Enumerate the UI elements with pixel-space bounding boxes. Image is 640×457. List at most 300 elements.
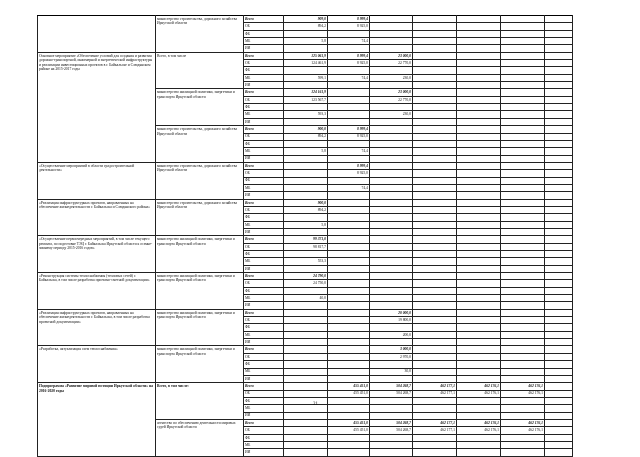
measure-description-cell: «Реконструкция системы теплоснабжения (тепловых сетей) г. Байкальска, в том числе разработка проектно-сметной документации» (38, 273, 156, 310)
executor-cell: министерство строительства, дорожного хозяйства Иркутской области (156, 162, 244, 199)
amount-cell (545, 30, 573, 37)
amount-cell (545, 221, 573, 228)
amount-cell (545, 243, 573, 250)
amount-cell (501, 111, 545, 118)
funding-source-cell: МБ (244, 38, 284, 45)
amount-cell (457, 45, 501, 52)
executor-cell: министерство жилищной политики, энергетики и транспорта Иркутской области (156, 346, 244, 383)
amount-cell (370, 170, 413, 177)
amount-cell (328, 280, 370, 287)
amount-cell (457, 221, 501, 228)
amount-cell (545, 155, 573, 162)
amount-cell (328, 45, 370, 52)
amount-cell: 22 770,0 (370, 96, 413, 103)
funding-source-cell: ОБ (244, 170, 284, 177)
amount-cell: 455 451,0 (328, 419, 370, 426)
amount-cell (284, 346, 328, 353)
executor-cell: министерство строительства, дорожного хозяйства Иркутской области (156, 199, 244, 236)
amount-cell (457, 412, 501, 419)
amount-cell (545, 192, 573, 199)
funding-source-cell: ОБ (244, 206, 284, 213)
amount-cell (370, 82, 413, 89)
amount-cell (413, 353, 457, 360)
measure-description-cell: «Осуществление первоочередных мероприятий, в том числе текущего ремонта, по подготовке ТЭЦ г. Байкальска Иркутской области к осенне-зимнему периоду 2015-2016 годов» (38, 236, 156, 273)
amount-cell (413, 38, 457, 45)
funding-source-cell: Всего (244, 419, 284, 426)
amount-cell (370, 397, 413, 404)
amount-cell (501, 184, 545, 191)
amount-cell (457, 199, 501, 206)
amount-cell (501, 346, 545, 353)
table-row (38, 273, 573, 280)
amount-cell (370, 23, 413, 30)
funding-source-cell: Всего (244, 89, 284, 96)
amount-cell (370, 273, 413, 280)
funding-source-cell: ОБ (244, 60, 284, 67)
amount-cell (545, 419, 573, 426)
amount-cell (413, 331, 457, 338)
amount-cell: 20 000,0 (370, 309, 413, 316)
amount-cell (501, 148, 545, 155)
amount-cell (370, 162, 413, 169)
amount-cell (370, 140, 413, 147)
amount-cell (545, 23, 573, 30)
amount-cell (370, 412, 413, 419)
amount-cell: 99 371,0 (284, 236, 328, 243)
funding-source-cell: ФБ (244, 361, 284, 368)
amount-cell (284, 30, 328, 37)
amount-cell (501, 405, 545, 412)
amount-cell (545, 302, 573, 309)
amount-cell (457, 324, 501, 331)
funding-source-cell: ОБ (244, 23, 284, 30)
amount-cell (370, 214, 413, 221)
amount-cell: 124 161,9 (284, 89, 328, 96)
funding-source-cell: ИИ (244, 118, 284, 125)
amount-cell: 74,4 (328, 74, 370, 81)
amount-cell: 462 177,1 (413, 390, 457, 397)
amount-cell (501, 214, 545, 221)
amount-cell (457, 434, 501, 441)
amount-cell (457, 346, 501, 353)
amount-cell (545, 60, 573, 67)
amount-cell (413, 184, 457, 191)
amount-cell (413, 251, 457, 258)
amount-cell (413, 339, 457, 346)
amount-cell (501, 30, 545, 37)
amount-cell (501, 441, 545, 448)
amount-cell (284, 82, 328, 89)
amount-cell (328, 214, 370, 221)
amount-cell (413, 74, 457, 81)
amount-cell (501, 104, 545, 111)
amount-cell (501, 74, 545, 81)
amount-cell (284, 265, 328, 272)
amount-cell (413, 52, 457, 59)
amount-cell: 504 268,7 (370, 427, 413, 434)
amount-cell (413, 302, 457, 309)
amount-cell (284, 361, 328, 368)
amount-cell (501, 52, 545, 59)
amount-cell: 40,0 (284, 295, 328, 302)
amount-cell (545, 170, 573, 177)
amount-cell: 593,3 (284, 111, 328, 118)
funding-source-cell: ФБ (244, 251, 284, 258)
funding-source-cell: ОБ (244, 280, 284, 287)
amount-cell (457, 177, 501, 184)
amount-cell (457, 111, 501, 118)
amount-cell (328, 155, 370, 162)
amount-cell: 74,4 (328, 38, 370, 45)
amount-cell: 553,3 (284, 258, 328, 265)
amount-cell: 462 176,1 (501, 383, 545, 390)
amount-cell (545, 434, 573, 441)
measure-description-cell: Подпрограмма «Развитие мировой юстиции Иркутской области» на 2016-2020 годы (38, 383, 156, 456)
measure-description-cell: «Реализация инфраструктурных проектов, направленных на обеспечение жизнедеятельности г. Байкальска, в том числе разработка проектной документации» (38, 309, 156, 346)
amount-cell (501, 228, 545, 235)
measure-description-cell (38, 16, 156, 53)
amount-cell (457, 228, 501, 235)
amount-cell (501, 199, 545, 206)
amount-cell (545, 67, 573, 74)
funding-source-cell: МБ (244, 368, 284, 375)
amount-cell (413, 60, 457, 67)
amount-cell (284, 339, 328, 346)
funding-source-cell: ИИ (244, 82, 284, 89)
amount-cell (413, 346, 457, 353)
amount-cell (284, 228, 328, 235)
amount-cell (284, 155, 328, 162)
amount-cell (370, 375, 413, 382)
amount-cell (545, 397, 573, 404)
amount-cell (328, 361, 370, 368)
amount-cell (413, 236, 457, 243)
amount-cell (328, 118, 370, 125)
amount-cell (501, 412, 545, 419)
amount-cell (501, 243, 545, 250)
amount-cell (545, 126, 573, 133)
amount-cell (545, 184, 573, 191)
amount-cell (457, 60, 501, 67)
amount-cell (413, 309, 457, 316)
amount-cell (284, 368, 328, 375)
amount-cell (284, 331, 328, 338)
funding-source-cell: ИИ (244, 155, 284, 162)
amount-cell (413, 317, 457, 324)
amount-cell (501, 126, 545, 133)
amount-cell (328, 375, 370, 382)
amount-cell (545, 82, 573, 89)
amount-cell (413, 16, 457, 23)
amount-cell (370, 221, 413, 228)
amount-cell (545, 449, 573, 456)
amount-cell: 462 177,1 (413, 427, 457, 434)
funding-source-cell: ОБ (244, 243, 284, 250)
executor-cell: министерство жилищной политики, энергетики и транспорта Иркутской области (156, 309, 244, 346)
amount-cell (545, 405, 573, 412)
amount-cell (545, 324, 573, 331)
funding-source-cell: ФБ (244, 104, 284, 111)
measure-description-cell: «Осуществление мероприятий в области градостроительной деятельности» (38, 162, 156, 199)
funding-source-cell: МБ (244, 331, 284, 338)
amount-cell: 504 268,7 (370, 383, 413, 390)
amount-cell (284, 251, 328, 258)
amount-cell (370, 177, 413, 184)
amount-cell: 8 925,0 (328, 170, 370, 177)
funding-source-cell: Всего (244, 162, 284, 169)
amount-cell (284, 140, 328, 147)
amount-cell (457, 287, 501, 294)
amount-cell (413, 361, 457, 368)
amount-cell (545, 133, 573, 140)
amount-cell (545, 118, 573, 125)
amount-cell (413, 199, 457, 206)
amount-cell: 462 176,1 (457, 427, 501, 434)
amount-cell (545, 206, 573, 213)
amount-cell (545, 280, 573, 287)
amount-cell (413, 397, 457, 404)
amount-cell (457, 375, 501, 382)
amount-cell (370, 133, 413, 140)
amount-cell (457, 265, 501, 272)
amount-cell: 5,8 (284, 148, 328, 155)
amount-cell (545, 228, 573, 235)
funding-source-cell: Всего (244, 16, 284, 23)
amount-cell (328, 89, 370, 96)
amount-cell (284, 162, 328, 169)
amount-cell (545, 236, 573, 243)
funding-source-cell: ИИ (244, 192, 284, 199)
amount-cell (284, 67, 328, 74)
amount-cell (501, 295, 545, 302)
amount-cell (328, 273, 370, 280)
amount-cell (413, 89, 457, 96)
funding-source-cell: ОБ (244, 133, 284, 140)
amount-cell: 462 176,1 (457, 419, 501, 426)
amount-cell (413, 67, 457, 74)
amount-cell (457, 126, 501, 133)
amount-cell (328, 199, 370, 206)
amount-cell (501, 96, 545, 103)
amount-cell (413, 96, 457, 103)
amount-cell (501, 221, 545, 228)
amount-cell: 900,0 (284, 126, 328, 133)
funding-source-cell: ФБ (244, 67, 284, 74)
amount-cell (545, 140, 573, 147)
amount-cell (328, 441, 370, 448)
funding-source-cell: ИИ (244, 228, 284, 235)
amount-cell (413, 111, 457, 118)
amount-cell (370, 38, 413, 45)
amount-cell (457, 140, 501, 147)
amount-cell: 462 177,1 (413, 419, 457, 426)
amount-cell (328, 368, 370, 375)
funding-source-cell: ФБ (244, 324, 284, 331)
amount-cell (413, 412, 457, 419)
amount-cell: 8 925,0 (328, 23, 370, 30)
amount-cell (370, 243, 413, 250)
amount-cell (545, 251, 573, 258)
amount-cell (457, 82, 501, 89)
executor-cell: министерство строительства, дорожного хозяйства Иркутской области (156, 16, 244, 53)
amount-cell (545, 317, 573, 324)
amount-cell (413, 214, 457, 221)
amount-cell (501, 449, 545, 456)
amount-cell (501, 38, 545, 45)
amount-cell (370, 30, 413, 37)
amount-cell (328, 412, 370, 419)
funding-source-cell: ФБ (244, 140, 284, 147)
amount-cell (370, 302, 413, 309)
amount-cell (413, 162, 457, 169)
amount-cell (457, 118, 501, 125)
amount-cell (457, 23, 501, 30)
amount-cell (328, 177, 370, 184)
amount-cell (370, 155, 413, 162)
measure-description-cell: «Разработка, актуализация схем теплоснабжения» (38, 346, 156, 383)
amount-cell (328, 258, 370, 265)
amount-cell (328, 397, 370, 404)
amount-cell (545, 177, 573, 184)
amount-cell (413, 441, 457, 448)
funding-source-cell: Всего (244, 126, 284, 133)
amount-cell (413, 30, 457, 37)
funding-source-cell: МБ (244, 405, 284, 412)
amount-cell (545, 38, 573, 45)
amount-cell: 504 268,7 (370, 419, 413, 426)
amount-cell: 455 451,0 (328, 383, 370, 390)
amount-cell: 2 970,0 (370, 353, 413, 360)
amount-cell: 74,4 (328, 184, 370, 191)
funding-source-cell: ОБ (244, 427, 284, 434)
amount-cell (457, 184, 501, 191)
amount-cell (501, 331, 545, 338)
amount-cell (413, 258, 457, 265)
funding-source-cell: МБ (244, 258, 284, 265)
amount-cell (545, 390, 573, 397)
funding-source-cell: МБ (244, 295, 284, 302)
measure-description-cell: Основное мероприятие «Обеспечение условий для создания и развития дорожно-транспортной, инженерной и энергетической инфраструктуры и реализации инвестиционных проектов в г. Байкальске и Слюдянском районе на 2015-2017 годы (38, 52, 156, 162)
amount-cell (501, 353, 545, 360)
executor-cell: министерство жилищной политики, энергетики и транспорта Иркутской области (156, 89, 244, 126)
amount-cell (370, 118, 413, 125)
amount-cell (501, 397, 545, 404)
amount-cell (328, 449, 370, 456)
funding-source-cell: Всего (244, 236, 284, 243)
amount-cell (284, 449, 328, 456)
amount-cell (328, 111, 370, 118)
amount-cell (370, 324, 413, 331)
funding-source-cell: МБ (244, 221, 284, 228)
amount-cell: 125 061,9 (284, 52, 328, 59)
table-row (38, 309, 573, 316)
amount-cell (501, 89, 545, 96)
amount-cell (328, 243, 370, 250)
amount-cell (457, 96, 501, 103)
amount-cell (501, 23, 545, 30)
amount-cell: 599,1 (284, 74, 328, 81)
amount-cell (545, 74, 573, 81)
amount-cell (457, 214, 501, 221)
amount-cell (457, 251, 501, 258)
amount-cell (413, 148, 457, 155)
amount-cell (545, 16, 573, 23)
amount-cell (328, 309, 370, 316)
amount-cell (545, 89, 573, 96)
amount-cell (545, 339, 573, 346)
executor-cell: министерство строительства, дорожного хозяйства Иркутской области (156, 126, 244, 163)
amount-cell: 30,0 (370, 368, 413, 375)
amount-cell (545, 265, 573, 272)
amount-cell (545, 383, 573, 390)
amount-cell (501, 67, 545, 74)
amount-cell (501, 155, 545, 162)
amount-cell (413, 287, 457, 294)
amount-cell (284, 170, 328, 177)
amount-cell (413, 273, 457, 280)
budget-table (37, 15, 573, 457)
amount-cell (501, 236, 545, 243)
amount-cell (328, 251, 370, 258)
amount-cell (370, 192, 413, 199)
amount-cell (501, 317, 545, 324)
amount-cell (457, 74, 501, 81)
amount-cell (284, 287, 328, 294)
amount-cell (328, 236, 370, 243)
amount-cell (328, 287, 370, 294)
amount-cell (284, 412, 328, 419)
amount-cell (284, 383, 328, 390)
table-row (38, 52, 573, 59)
amount-cell (457, 104, 501, 111)
amount-cell (457, 155, 501, 162)
amount-cell (413, 434, 457, 441)
amount-cell (328, 302, 370, 309)
table-row (38, 199, 573, 206)
amount-cell (501, 133, 545, 140)
amount-cell (413, 295, 457, 302)
amount-cell (284, 397, 328, 404)
amount-cell (413, 45, 457, 52)
amount-cell (284, 184, 328, 191)
amount-cell (328, 324, 370, 331)
amount-cell (370, 449, 413, 456)
amount-cell (413, 221, 457, 228)
amount-cell (284, 177, 328, 184)
amount-cell (284, 192, 328, 199)
amount-cell: 124 461,9 (284, 60, 328, 67)
amount-cell (284, 309, 328, 316)
executor-cell: Всего, в том числе: (156, 383, 244, 420)
amount-cell (457, 317, 501, 324)
amount-cell (284, 353, 328, 360)
amount-cell (370, 199, 413, 206)
amount-cell (370, 265, 413, 272)
amount-cell (545, 375, 573, 382)
funding-source-cell: ОБ (244, 390, 284, 397)
amount-cell (328, 295, 370, 302)
funding-source-cell: ИИ (244, 265, 284, 272)
amount-cell (501, 60, 545, 67)
table-row (38, 16, 573, 23)
amount-cell (413, 405, 457, 412)
amount-cell (370, 104, 413, 111)
amount-cell (457, 302, 501, 309)
amount-cell (370, 280, 413, 287)
amount-cell (501, 192, 545, 199)
amount-cell (501, 273, 545, 280)
amount-cell (457, 353, 501, 360)
